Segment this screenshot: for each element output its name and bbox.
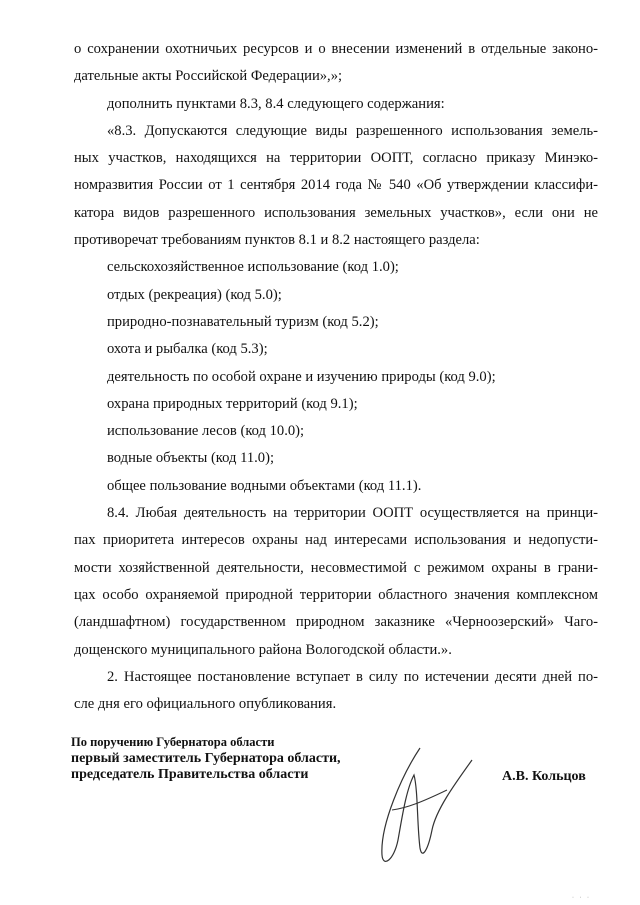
signature-line-3: председатель Правительства области <box>71 767 309 782</box>
body-line: использование лесов (код 10.0); <box>107 423 305 440</box>
body-line: общее пользование водными объектами (код 11.1). <box>107 477 422 494</box>
body-line: (ландшафтном) государственном природном заказнике «Черноозерский» Чаго- <box>74 614 598 631</box>
body-line: ных участков, находящихся на территории ООПТ, согласно приказу Минэко- <box>74 150 598 167</box>
handwritten-signature <box>362 730 492 870</box>
body-line: 2. Настоящее постановление вступает в силу по истечении десяти дней по- <box>107 668 598 685</box>
body-line: охота и рыбалка (код 5.3); <box>107 341 268 358</box>
body-line: сле дня его официального опубликования. <box>74 696 337 713</box>
scan-marks: · · · <box>572 895 591 901</box>
body-line: цах особо охраняемой природной территории областного значения комплексном <box>74 586 598 603</box>
signature-block <box>71 734 341 784</box>
body-line: природно-познавательный туризм (код 5.2); <box>107 313 379 330</box>
body-line: о сохранении охотничьих ресурсов и о внесении изменений в отдельные законо- <box>74 41 598 57</box>
body-line: деятельность по особой охране и изучению природы (код 9.0); <box>107 368 496 385</box>
body-line: дательные акты Российской Федерации»,»; <box>74 68 343 85</box>
body-text <box>74 36 598 718</box>
body-line: 8.4. Любая деятельность на территории ООПТ осуществляется на принци- <box>107 505 598 522</box>
body-line: дополнить пунктами 8.3, 8.4 следующего содержания: <box>107 95 445 112</box>
body-line: сельскохозяйственное использование (код 1.0); <box>107 259 399 276</box>
body-line: водные объекты (код 11.0); <box>107 450 275 467</box>
body-line: отдых (рекреация) (код 5.0); <box>107 286 282 303</box>
body-line: «8.3. Допускаются следующие виды разрешенного использования земель- <box>107 122 598 139</box>
signatory-name: А.В. Кольцов <box>502 769 586 784</box>
body-line: охрана природных территорий (код 9.1); <box>107 395 358 412</box>
signature-line-2: первый заместитель Губернатора области, <box>71 750 341 766</box>
body-line: мости хозяйственной деятельности, несовместимой с режимом охраны в грани- <box>74 559 598 576</box>
body-line: номразвития России от 1 сентября 2014 года № 540 «Об утверждении классифи- <box>74 177 598 194</box>
body-line: пах приоритета интересов охраны над интересами использования и недопусти- <box>74 532 598 549</box>
body-line: противоречат требованиям пунктов 8.1 и 8.2 настоящего раздела: <box>74 232 480 249</box>
signature-line-1: По поручению Губернатора области <box>71 735 275 749</box>
body-line: катора видов разрешенного использования земельных участков», если они не <box>74 204 598 221</box>
body-line: дощенского муниципального района Вологодской области.». <box>74 641 452 658</box>
